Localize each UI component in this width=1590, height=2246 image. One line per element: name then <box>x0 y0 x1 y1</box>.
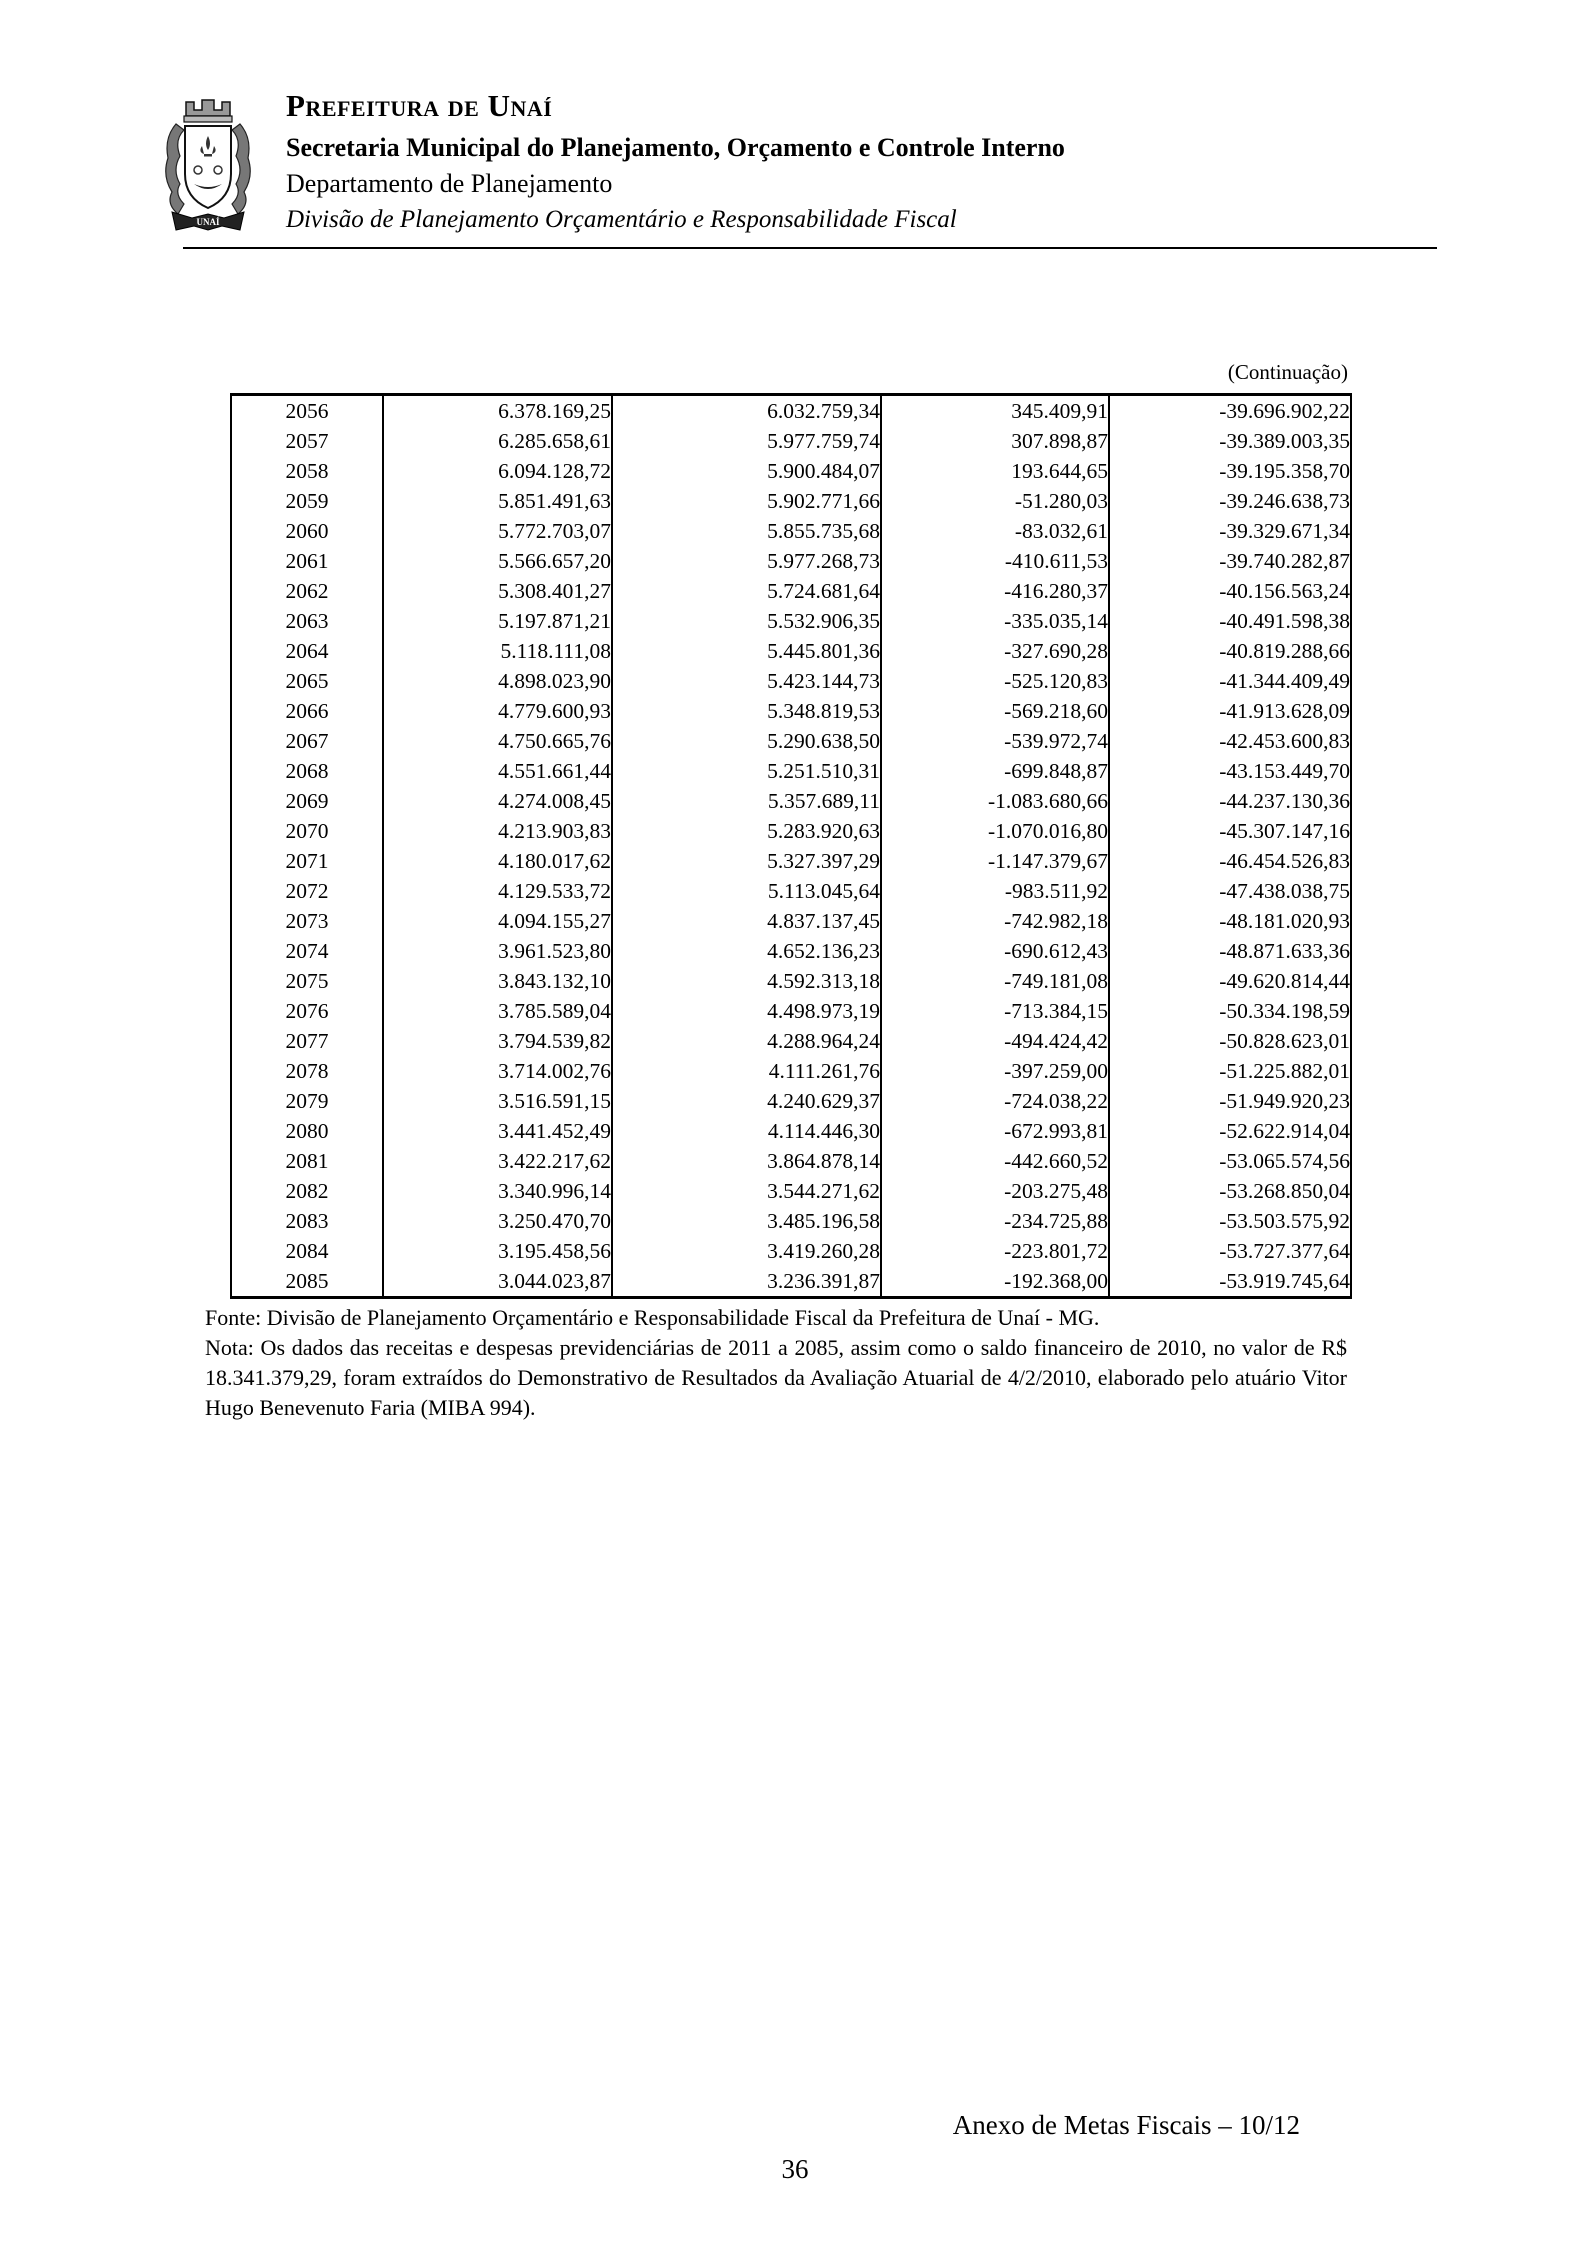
value-cell: 5.851.491,63 <box>383 486 612 516</box>
year-cell: 2076 <box>285 999 329 1023</box>
value-cell: -41.344.409,49 <box>1109 666 1351 696</box>
value-cell: 5.308.401,27 <box>383 576 612 606</box>
table-notes <box>205 1303 1347 1423</box>
value-cell: -40.819.288,66 <box>1109 636 1351 666</box>
table-row <box>231 906 1351 936</box>
value-cell: -40.156.563,24 <box>1109 576 1351 606</box>
value-cell: -699.848,87 <box>881 756 1109 786</box>
value-cell: -192.368,00 <box>881 1266 1109 1298</box>
value-cell: -48.181.020,93 <box>1109 906 1351 936</box>
value-cell: -416.280,37 <box>881 576 1109 606</box>
value-cell: -494.424,42 <box>881 1026 1109 1056</box>
value-cell: -45.307.147,16 <box>1109 816 1351 846</box>
value-cell: 3.544.271,62 <box>612 1176 881 1206</box>
page-number: 36 <box>781 2154 809 2184</box>
value-cell: 3.714.002,76 <box>383 1056 612 1086</box>
table-row <box>231 606 1351 636</box>
year-cell: 2063 <box>285 609 329 633</box>
value-cell: -53.065.574,56 <box>1109 1146 1351 1176</box>
value-cell: 5.327.397,29 <box>612 846 881 876</box>
year-cell: 2066 <box>285 699 329 723</box>
year-cell: 2068 <box>285 759 329 783</box>
svg-text:UNAÍ: UNAÍ <box>196 217 220 227</box>
value-cell: -39.389.003,35 <box>1109 426 1351 456</box>
value-cell: -1.147.379,67 <box>881 846 1109 876</box>
value-cell: 5.113.045,64 <box>612 876 881 906</box>
year-cell: 2082 <box>285 1179 329 1203</box>
value-cell: 5.532.906,35 <box>612 606 881 636</box>
value-cell: 4.750.665,76 <box>383 726 612 756</box>
table-row <box>231 846 1351 876</box>
value-cell: -53.268.850,04 <box>1109 1176 1351 1206</box>
org-division: Divisão de Planejamento Orçamentário e Responsabilidade Fiscal <box>286 206 957 233</box>
value-cell: 5.290.638,50 <box>612 726 881 756</box>
value-cell: 5.902.771,66 <box>612 486 881 516</box>
value-cell: 307.898,87 <box>881 426 1109 456</box>
value-cell: -53.503.575,92 <box>1109 1206 1351 1236</box>
value-cell: 3.236.391,87 <box>612 1266 881 1298</box>
value-cell: -234.725,88 <box>881 1206 1109 1236</box>
value-cell: -47.438.038,75 <box>1109 876 1351 906</box>
municipal-coat-of-arms-icon <box>158 86 258 241</box>
source-note: Fonte: Divisão de Planejamento Orçamentário e Responsabilidade Fiscal da Prefeitura de Unaí - MG. <box>205 1305 1100 1330</box>
value-cell: -42.453.600,83 <box>1109 726 1351 756</box>
table-row <box>231 1146 1351 1176</box>
year-cell: 2070 <box>285 819 329 843</box>
value-cell: 5.900.484,07 <box>612 456 881 486</box>
value-cell: 5.197.871,21 <box>383 606 612 636</box>
org-secretariat: Secretaria Municipal do Planejamento, Orçamento e Controle Interno <box>286 133 1065 162</box>
value-cell: 3.516.591,15 <box>383 1086 612 1116</box>
value-cell: -672.993,81 <box>881 1116 1109 1146</box>
year-cell: 2083 <box>285 1209 329 1233</box>
table-row <box>231 546 1351 576</box>
value-cell: -983.511,92 <box>881 876 1109 906</box>
table-row <box>231 395 1351 427</box>
table-row <box>231 486 1351 516</box>
table-row <box>231 666 1351 696</box>
value-cell: 4.274.008,45 <box>383 786 612 816</box>
value-cell: -39.740.282,87 <box>1109 546 1351 576</box>
value-cell: 5.566.657,20 <box>383 546 612 576</box>
table-row <box>231 636 1351 666</box>
value-cell: 5.772.703,07 <box>383 516 612 546</box>
year-cell: 2065 <box>285 669 329 693</box>
value-cell: 3.250.470,70 <box>383 1206 612 1236</box>
value-cell: 5.118.111,08 <box>383 636 612 666</box>
year-cell: 2058 <box>285 459 329 483</box>
value-cell: -50.334.198,59 <box>1109 996 1351 1026</box>
value-cell: 4.837.137,45 <box>612 906 881 936</box>
value-cell: -53.919.745,64 <box>1109 1266 1351 1298</box>
value-cell: 4.592.313,18 <box>612 966 881 996</box>
value-cell: 3.961.523,80 <box>383 936 612 966</box>
fiscal-projection-table <box>230 393 1352 1299</box>
table-row <box>231 996 1351 1026</box>
value-cell: -713.384,15 <box>881 996 1109 1026</box>
table-row <box>231 786 1351 816</box>
value-cell: 5.855.735,68 <box>612 516 881 546</box>
value-cell: -41.913.628,09 <box>1109 696 1351 726</box>
annex-footer-label: Anexo de Metas Fiscais – 10/12 <box>952 2110 1300 2140</box>
value-cell: 6.094.128,72 <box>383 456 612 486</box>
value-cell: 4.652.136,23 <box>612 936 881 966</box>
value-cell: 3.864.878,14 <box>612 1146 881 1176</box>
table-row <box>231 456 1351 486</box>
value-cell: -539.972,74 <box>881 726 1109 756</box>
value-cell: -742.982,18 <box>881 906 1109 936</box>
value-cell: -51.280,03 <box>881 486 1109 516</box>
continuation-label: (Continuação) <box>1227 360 1348 384</box>
table-row <box>231 876 1351 906</box>
value-cell: -50.828.623,01 <box>1109 1026 1351 1056</box>
table-row <box>231 1176 1351 1206</box>
value-cell: -569.218,60 <box>881 696 1109 726</box>
value-cell: 4.213.903,83 <box>383 816 612 846</box>
value-cell: -49.620.814,44 <box>1109 966 1351 996</box>
value-cell: 6.032.759,34 <box>612 395 881 427</box>
value-cell: -46.454.526,83 <box>1109 846 1351 876</box>
value-cell: -690.612,43 <box>881 936 1109 966</box>
value-cell: 3.843.132,10 <box>383 966 612 996</box>
value-cell: -223.801,72 <box>881 1236 1109 1266</box>
value-cell: -397.259,00 <box>881 1056 1109 1086</box>
table-row <box>231 1026 1351 1056</box>
value-cell: -410.611,53 <box>881 546 1109 576</box>
value-cell: -525.120,83 <box>881 666 1109 696</box>
year-cell: 2079 <box>285 1089 329 1113</box>
year-cell: 2075 <box>285 969 329 993</box>
year-cell: 2072 <box>285 879 329 903</box>
value-cell: -749.181,08 <box>881 966 1109 996</box>
value-cell: 4.240.629,37 <box>612 1086 881 1116</box>
year-cell: 2056 <box>285 399 329 423</box>
value-cell: 6.378.169,25 <box>383 395 612 427</box>
table-row <box>231 426 1351 456</box>
table-row <box>231 966 1351 996</box>
value-cell: 4.498.973,19 <box>612 996 881 1026</box>
value-cell: -48.871.633,36 <box>1109 936 1351 966</box>
table-row <box>231 516 1351 546</box>
table-row <box>231 1116 1351 1146</box>
value-cell: 3.422.217,62 <box>383 1146 612 1176</box>
year-cell: 2061 <box>285 549 329 573</box>
org-department: Departamento de Planejamento <box>286 169 613 198</box>
table-row <box>231 1086 1351 1116</box>
value-cell: 6.285.658,61 <box>383 426 612 456</box>
table-row <box>231 756 1351 786</box>
table-row <box>231 936 1351 966</box>
value-cell: 345.409,91 <box>881 395 1109 427</box>
value-cell: 3.485.196,58 <box>612 1206 881 1236</box>
value-cell: -53.727.377,64 <box>1109 1236 1351 1266</box>
value-cell: 3.785.589,04 <box>383 996 612 1026</box>
value-cell: 5.724.681,64 <box>612 576 881 606</box>
value-cell: -43.153.449,70 <box>1109 756 1351 786</box>
year-cell: 2084 <box>285 1239 329 1263</box>
value-cell: 3.441.452,49 <box>383 1116 612 1146</box>
year-cell: 2064 <box>285 639 329 663</box>
value-cell: -1.070.016,80 <box>881 816 1109 846</box>
value-cell: 4.129.533,72 <box>383 876 612 906</box>
value-cell: 5.348.819,53 <box>612 696 881 726</box>
year-cell: 2059 <box>285 489 329 513</box>
value-cell: 4.898.023,90 <box>383 666 612 696</box>
year-cell: 2080 <box>285 1119 329 1143</box>
value-cell: 5.283.920,63 <box>612 816 881 846</box>
value-cell: -44.237.130,36 <box>1109 786 1351 816</box>
value-cell: 5.423.144,73 <box>612 666 881 696</box>
value-cell: 4.111.261,76 <box>612 1056 881 1086</box>
table-row <box>231 1236 1351 1266</box>
value-cell: 5.251.510,31 <box>612 756 881 786</box>
value-cell: 4.288.964,24 <box>612 1026 881 1056</box>
year-cell: 2067 <box>285 729 329 753</box>
value-cell: 5.357.689,11 <box>612 786 881 816</box>
year-cell: 2085 <box>285 1269 329 1293</box>
org-title: Prefeitura de Unaí <box>286 88 553 123</box>
year-cell: 2078 <box>285 1059 329 1083</box>
year-cell: 2081 <box>285 1149 329 1173</box>
value-cell: -51.949.920,23 <box>1109 1086 1351 1116</box>
value-cell: 4.094.155,27 <box>383 906 612 936</box>
year-cell: 2062 <box>285 579 329 603</box>
explanatory-note: Nota: Os dados das receitas e despesas previdenciárias de 2011 a 2085, assim como o saldo financeiro de 2010, no valor de R$ 18.341.379,29, foram extraídos do Demonstrativo de Resultados da Avaliação Atuarial de 4/2/2010, elaborado pelo atuário Vitor Hugo Benevenuto Faria (MIBA 994). <box>205 1335 1347 1420</box>
value-cell: -203.275,48 <box>881 1176 1109 1206</box>
value-cell: -40.491.598,38 <box>1109 606 1351 636</box>
value-cell: -1.083.680,66 <box>881 786 1109 816</box>
year-cell: 2069 <box>285 789 329 813</box>
header-divider <box>183 247 1437 249</box>
year-cell: 2060 <box>285 519 329 543</box>
value-cell: -51.225.882,01 <box>1109 1056 1351 1086</box>
year-cell: 2071 <box>285 849 329 873</box>
table-row <box>231 1056 1351 1086</box>
year-cell: 2073 <box>285 909 329 933</box>
value-cell: 3.419.260,28 <box>612 1236 881 1266</box>
value-cell: -83.032,61 <box>881 516 1109 546</box>
value-cell: 5.445.801,36 <box>612 636 881 666</box>
value-cell: -39.246.638,73 <box>1109 486 1351 516</box>
value-cell: 3.195.458,56 <box>383 1236 612 1266</box>
year-cell: 2057 <box>285 429 329 453</box>
value-cell: 4.551.661,44 <box>383 756 612 786</box>
value-cell: -39.329.671,34 <box>1109 516 1351 546</box>
value-cell: 5.977.268,73 <box>612 546 881 576</box>
value-cell: -39.195.358,70 <box>1109 456 1351 486</box>
table-row <box>231 576 1351 606</box>
value-cell: -327.690,28 <box>881 636 1109 666</box>
value-cell: 3.340.996,14 <box>383 1176 612 1206</box>
value-cell: -724.038,22 <box>881 1086 1109 1116</box>
table-row <box>231 816 1351 846</box>
value-cell: -52.622.914,04 <box>1109 1116 1351 1146</box>
value-cell: -335.035,14 <box>881 606 1109 636</box>
value-cell: 4.114.446,30 <box>612 1116 881 1146</box>
value-cell: 4.779.600,93 <box>383 696 612 726</box>
value-cell: 3.794.539,82 <box>383 1026 612 1056</box>
table-row <box>231 1206 1351 1236</box>
year-cell: 2077 <box>285 1029 329 1053</box>
value-cell: -39.696.902,22 <box>1109 395 1351 427</box>
year-cell: 2074 <box>285 939 329 963</box>
table-row <box>231 696 1351 726</box>
value-cell: 4.180.017,62 <box>383 846 612 876</box>
value-cell: -442.660,52 <box>881 1146 1109 1176</box>
table-row <box>231 726 1351 756</box>
table-row <box>231 1266 1351 1298</box>
letterhead <box>286 88 1065 234</box>
value-cell: 5.977.759,74 <box>612 426 881 456</box>
value-cell: 193.644,65 <box>881 456 1109 486</box>
value-cell: 3.044.023,87 <box>383 1266 612 1298</box>
fiscal-table-body <box>231 395 1351 1298</box>
